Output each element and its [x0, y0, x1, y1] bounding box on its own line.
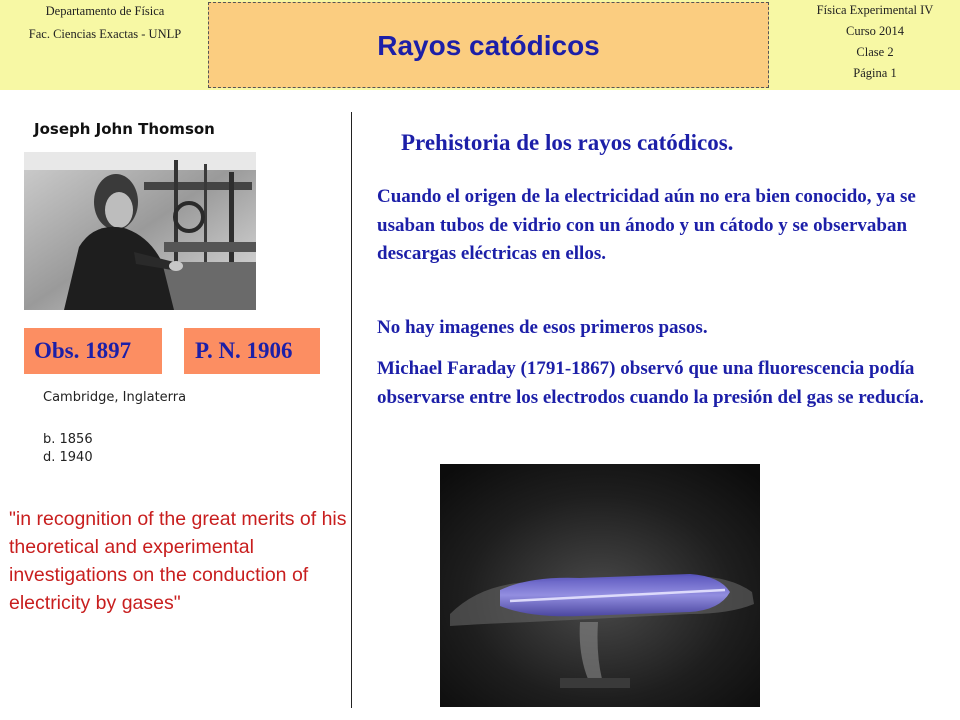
department-line: Departamento de Física	[45, 4, 165, 18]
header-department	[2, 0, 208, 46]
place-label: Cambridge, Inglaterra	[43, 390, 187, 405]
title-box	[208, 2, 769, 88]
thomson-portrait-image	[24, 152, 256, 310]
discharge-tube-image	[440, 464, 760, 707]
slide-title: Rayos catódicos	[377, 30, 600, 61]
paragraph-faraday: Michael Faraday (1791-1867) observó que una fluorescencia podía observarse entre los electrodos cuando la presión del gas se reducía.	[377, 358, 924, 408]
nobel-citation-quote: "in recognition of the great merits of his theoretical and experimental investigations on the conduction of electricity by gases"	[9, 508, 347, 614]
observation-year-badge: Obs. 1897	[24, 328, 162, 374]
class-number: Clase 2	[856, 45, 894, 59]
birth-year: b. 1856	[43, 432, 93, 447]
page-number: Página 1	[853, 66, 897, 80]
course-year: Curso 2014	[846, 24, 904, 38]
faculty-line: Fac. Ciencias Exactas - UNLP	[28, 27, 182, 41]
death-year: d. 1940	[43, 450, 93, 465]
header-course-info	[790, 0, 960, 84]
column-divider	[351, 112, 352, 708]
section-title: Prehistoria de los rayos catódicos.	[401, 130, 734, 155]
nobel-prize-badge: P. N. 1906	[184, 328, 320, 374]
person-name: Joseph John Thomson	[34, 120, 215, 138]
course-name: Física Experimental IV	[816, 3, 934, 17]
life-dates	[43, 431, 93, 467]
paragraph-no-images: No hay imagenes de esos primeros pasos.	[377, 317, 708, 338]
paragraph-history: Cuando el origen de la electricidad aún no era bien conocido, ya se usaban tubos de vidrio con un ánodo y un cátodo y se observaban descargas eléctricas en ellos.	[377, 186, 916, 264]
